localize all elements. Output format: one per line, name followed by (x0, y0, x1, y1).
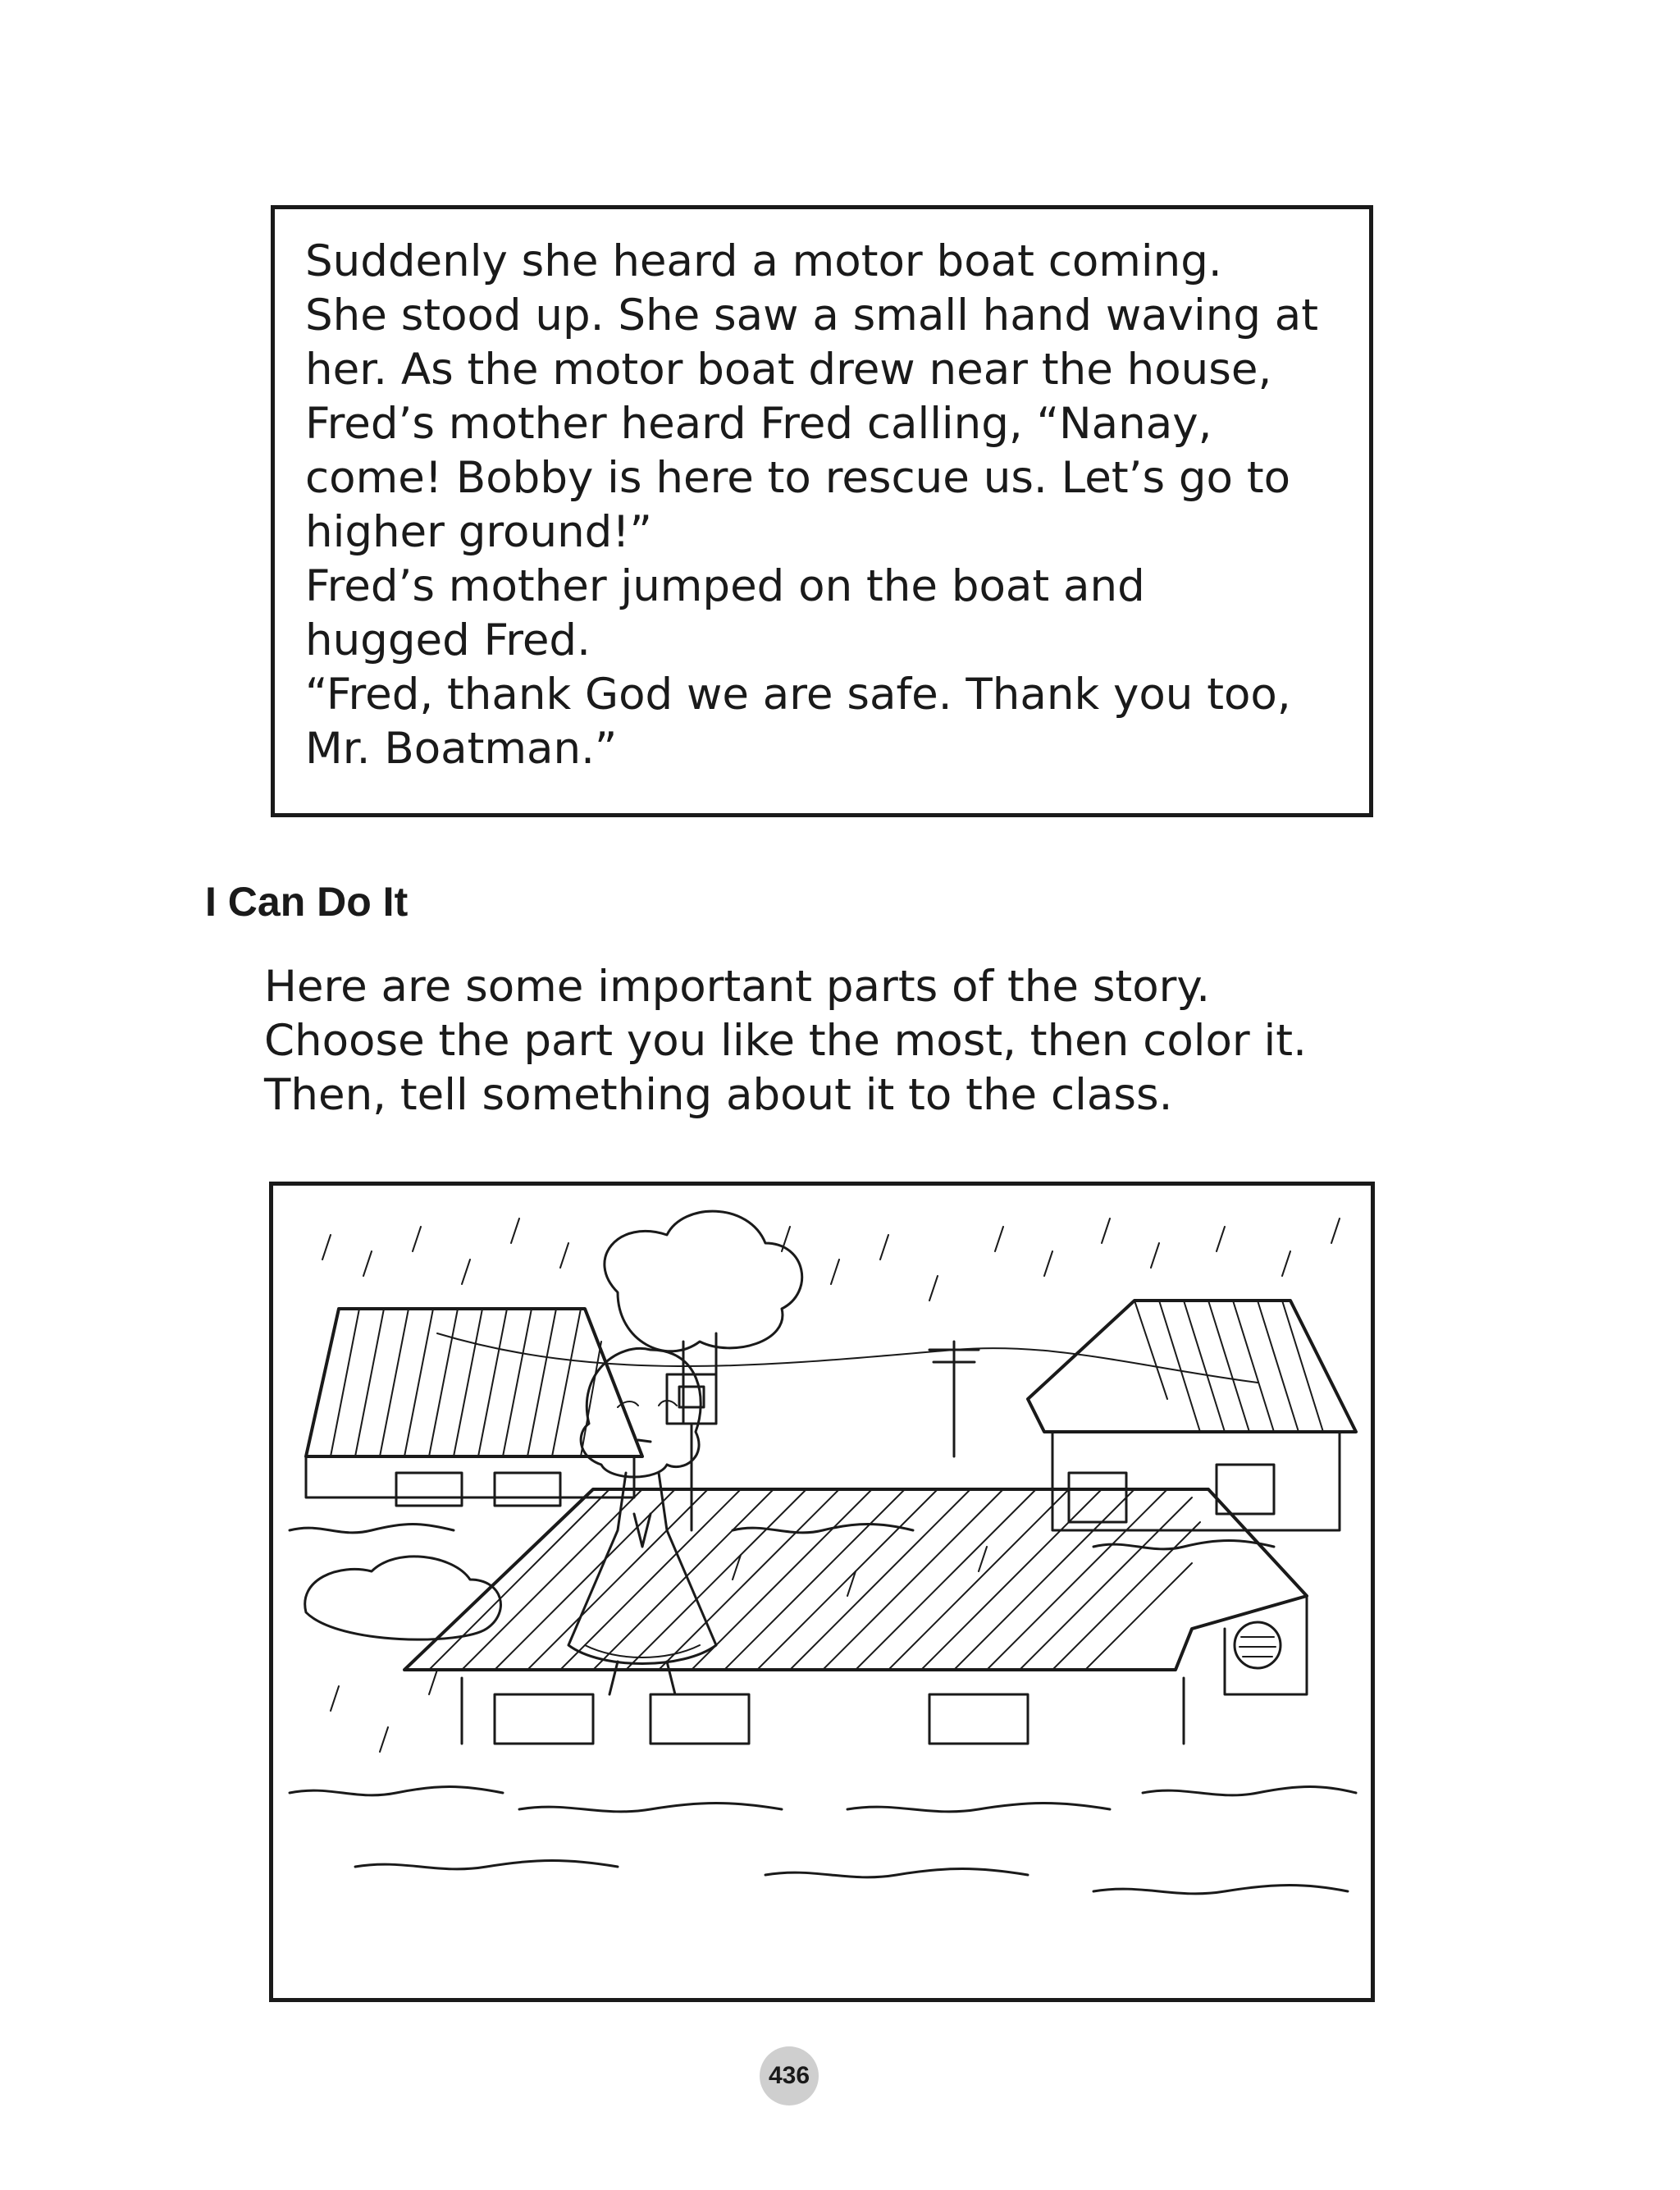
instruction-line: Then, tell something about it to the class. (264, 1070, 1173, 1120)
rain (322, 1218, 1340, 1752)
instruction-line: Choose the part you like the most, then color it. (264, 1016, 1307, 1066)
basketball-hoop (667, 1374, 716, 1530)
utility-pole (437, 1333, 1258, 1456)
story-line: come! Bobby is here to rescue us. Let’s go to (305, 453, 1291, 503)
section-heading: I Can Do It (205, 879, 409, 925)
page-number-badge: 436 (760, 2046, 819, 2105)
story-line: Fred’s mother jumped on the boat and (305, 561, 1145, 611)
flood-rooftop-illustration (273, 1186, 1371, 1998)
story-line: higher ground!” (305, 507, 653, 557)
right-house (1028, 1301, 1356, 1530)
story-line: “Fred, thank God we are safe. Thank you too, (305, 670, 1291, 720)
coloring-picture-frame (269, 1182, 1375, 2002)
story-line: She stood up. She saw a small hand waving at (305, 290, 1319, 341)
story-line: Mr. Boatman.” (305, 724, 618, 774)
story-line: her. As the motor boat drew near the house, (305, 345, 1272, 395)
instructions (264, 960, 1307, 1122)
instruction-line: Here are some important parts of the story. (264, 962, 1211, 1012)
story-text (305, 235, 1363, 776)
story-line: hugged Fred. (305, 615, 591, 665)
left-house (306, 1309, 642, 1506)
main-roof (404, 1489, 1307, 1744)
flood-water (290, 1525, 1356, 1894)
story-line: Suddenly she heard a motor boat coming. (305, 236, 1222, 286)
story-line: Fred’s mother heard Fred calling, “Nanay, (305, 399, 1212, 449)
